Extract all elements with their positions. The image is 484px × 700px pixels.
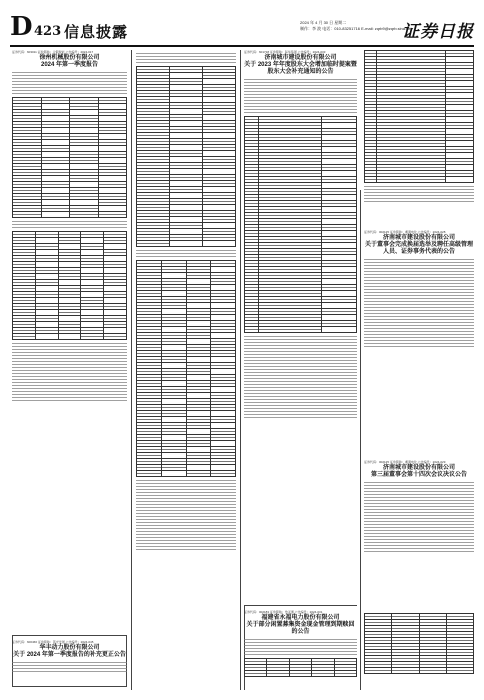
column-divider	[131, 50, 132, 690]
notice-body	[12, 662, 127, 672]
notice-company: 徐州机械股份有限公司	[39, 55, 100, 61]
notice-cash-management	[244, 610, 357, 677]
notice-company: 华丰动力股份有限公司	[39, 645, 100, 651]
notice-company: 济南城市建设股份有限公司	[264, 55, 337, 61]
notice-meta: 证券代码：002125 证券简称：湘潭电化 公告编号：2024-028	[364, 230, 446, 234]
notice-body	[244, 639, 357, 655]
issue-date: 2024 年 4 月 30 日 星期二	[300, 20, 347, 25]
notice-shareholder-meeting	[244, 50, 357, 418]
section-title: 信息披露	[64, 23, 129, 41]
column-1	[12, 50, 127, 690]
notice-body	[136, 480, 236, 550]
notice-meta: 证券代码：002125 证券简称：湘潭电化 公告编号：2024-029	[364, 460, 446, 464]
notice-body	[364, 482, 474, 552]
notice-correction	[12, 640, 127, 672]
notice-board-resolution	[364, 460, 474, 552]
header-rule	[10, 45, 474, 47]
column-2	[136, 50, 236, 690]
proposal-table	[364, 50, 474, 183]
column-divider	[360, 190, 361, 690]
page-letter: D	[10, 12, 33, 42]
column-4	[364, 50, 474, 690]
notice-title: 关于董事会完成换届选举及聘任高级管理人员、证券事务代表的公告	[364, 242, 473, 255]
notice-title: 关于 2023 年年度股东大会增加临时提案暨股东大会补充通知的公告	[244, 62, 357, 75]
notice-quarterly-report	[12, 50, 127, 401]
proposal-table	[244, 116, 357, 333]
notice-title: 关于 2024 年第一季度报告的补充更正公告	[13, 652, 126, 658]
financial-table	[12, 97, 127, 218]
page-number: 423	[34, 24, 62, 39]
notice-company: 济南城市建设股份有限公司	[382, 465, 455, 471]
notice-body	[364, 186, 474, 202]
notice-title: 关于部分闲置募集资金现金管理到期赎回的公告	[246, 622, 355, 635]
financial-table	[136, 260, 236, 477]
notice-board-election	[364, 230, 474, 347]
notice-body	[136, 53, 236, 63]
column-3	[244, 50, 357, 690]
notice-body	[364, 259, 474, 347]
notice-body	[12, 72, 127, 94]
editor-contact: 制作：李 波 电话：010-83251716 E-mail: zqrb9@zqrb.sina.net	[300, 26, 412, 31]
notice-company: 福建省永福电力股份有限公司	[261, 615, 340, 621]
column-divider	[240, 50, 241, 690]
notice-title: 2024 年第一季度报告	[40, 62, 98, 68]
notice-company: 济南城市建设股份有限公司	[382, 235, 455, 241]
financial-table	[136, 66, 236, 247]
notice-body	[12, 343, 127, 401]
notice-meta: 证券代码：603011 证券简称：合锻智能 公告编号：2024-017	[12, 50, 94, 54]
newspaper-logo: 证券日报	[402, 22, 474, 42]
notice-body	[244, 336, 357, 418]
notice-meta: 证券代码：002183 证券简称：怡亚通 公告编号：2024-031	[244, 610, 323, 614]
notice-body	[12, 221, 127, 228]
redemption-table	[244, 658, 357, 677]
notice-meta: 证券代码：601718 证券简称：际华集团 公告编号：2024-033	[244, 50, 326, 54]
notice-meta: 证券代码：600466 证券简称：蓝光发展 公告编号：2024-045	[12, 640, 94, 644]
page-header	[10, 14, 474, 44]
redemption-table	[364, 613, 474, 674]
notice-body	[136, 250, 236, 257]
financial-table	[12, 231, 127, 340]
notice-title: 第三届董事会第十四次会议决议公告	[370, 472, 467, 478]
notice-body	[244, 79, 357, 113]
